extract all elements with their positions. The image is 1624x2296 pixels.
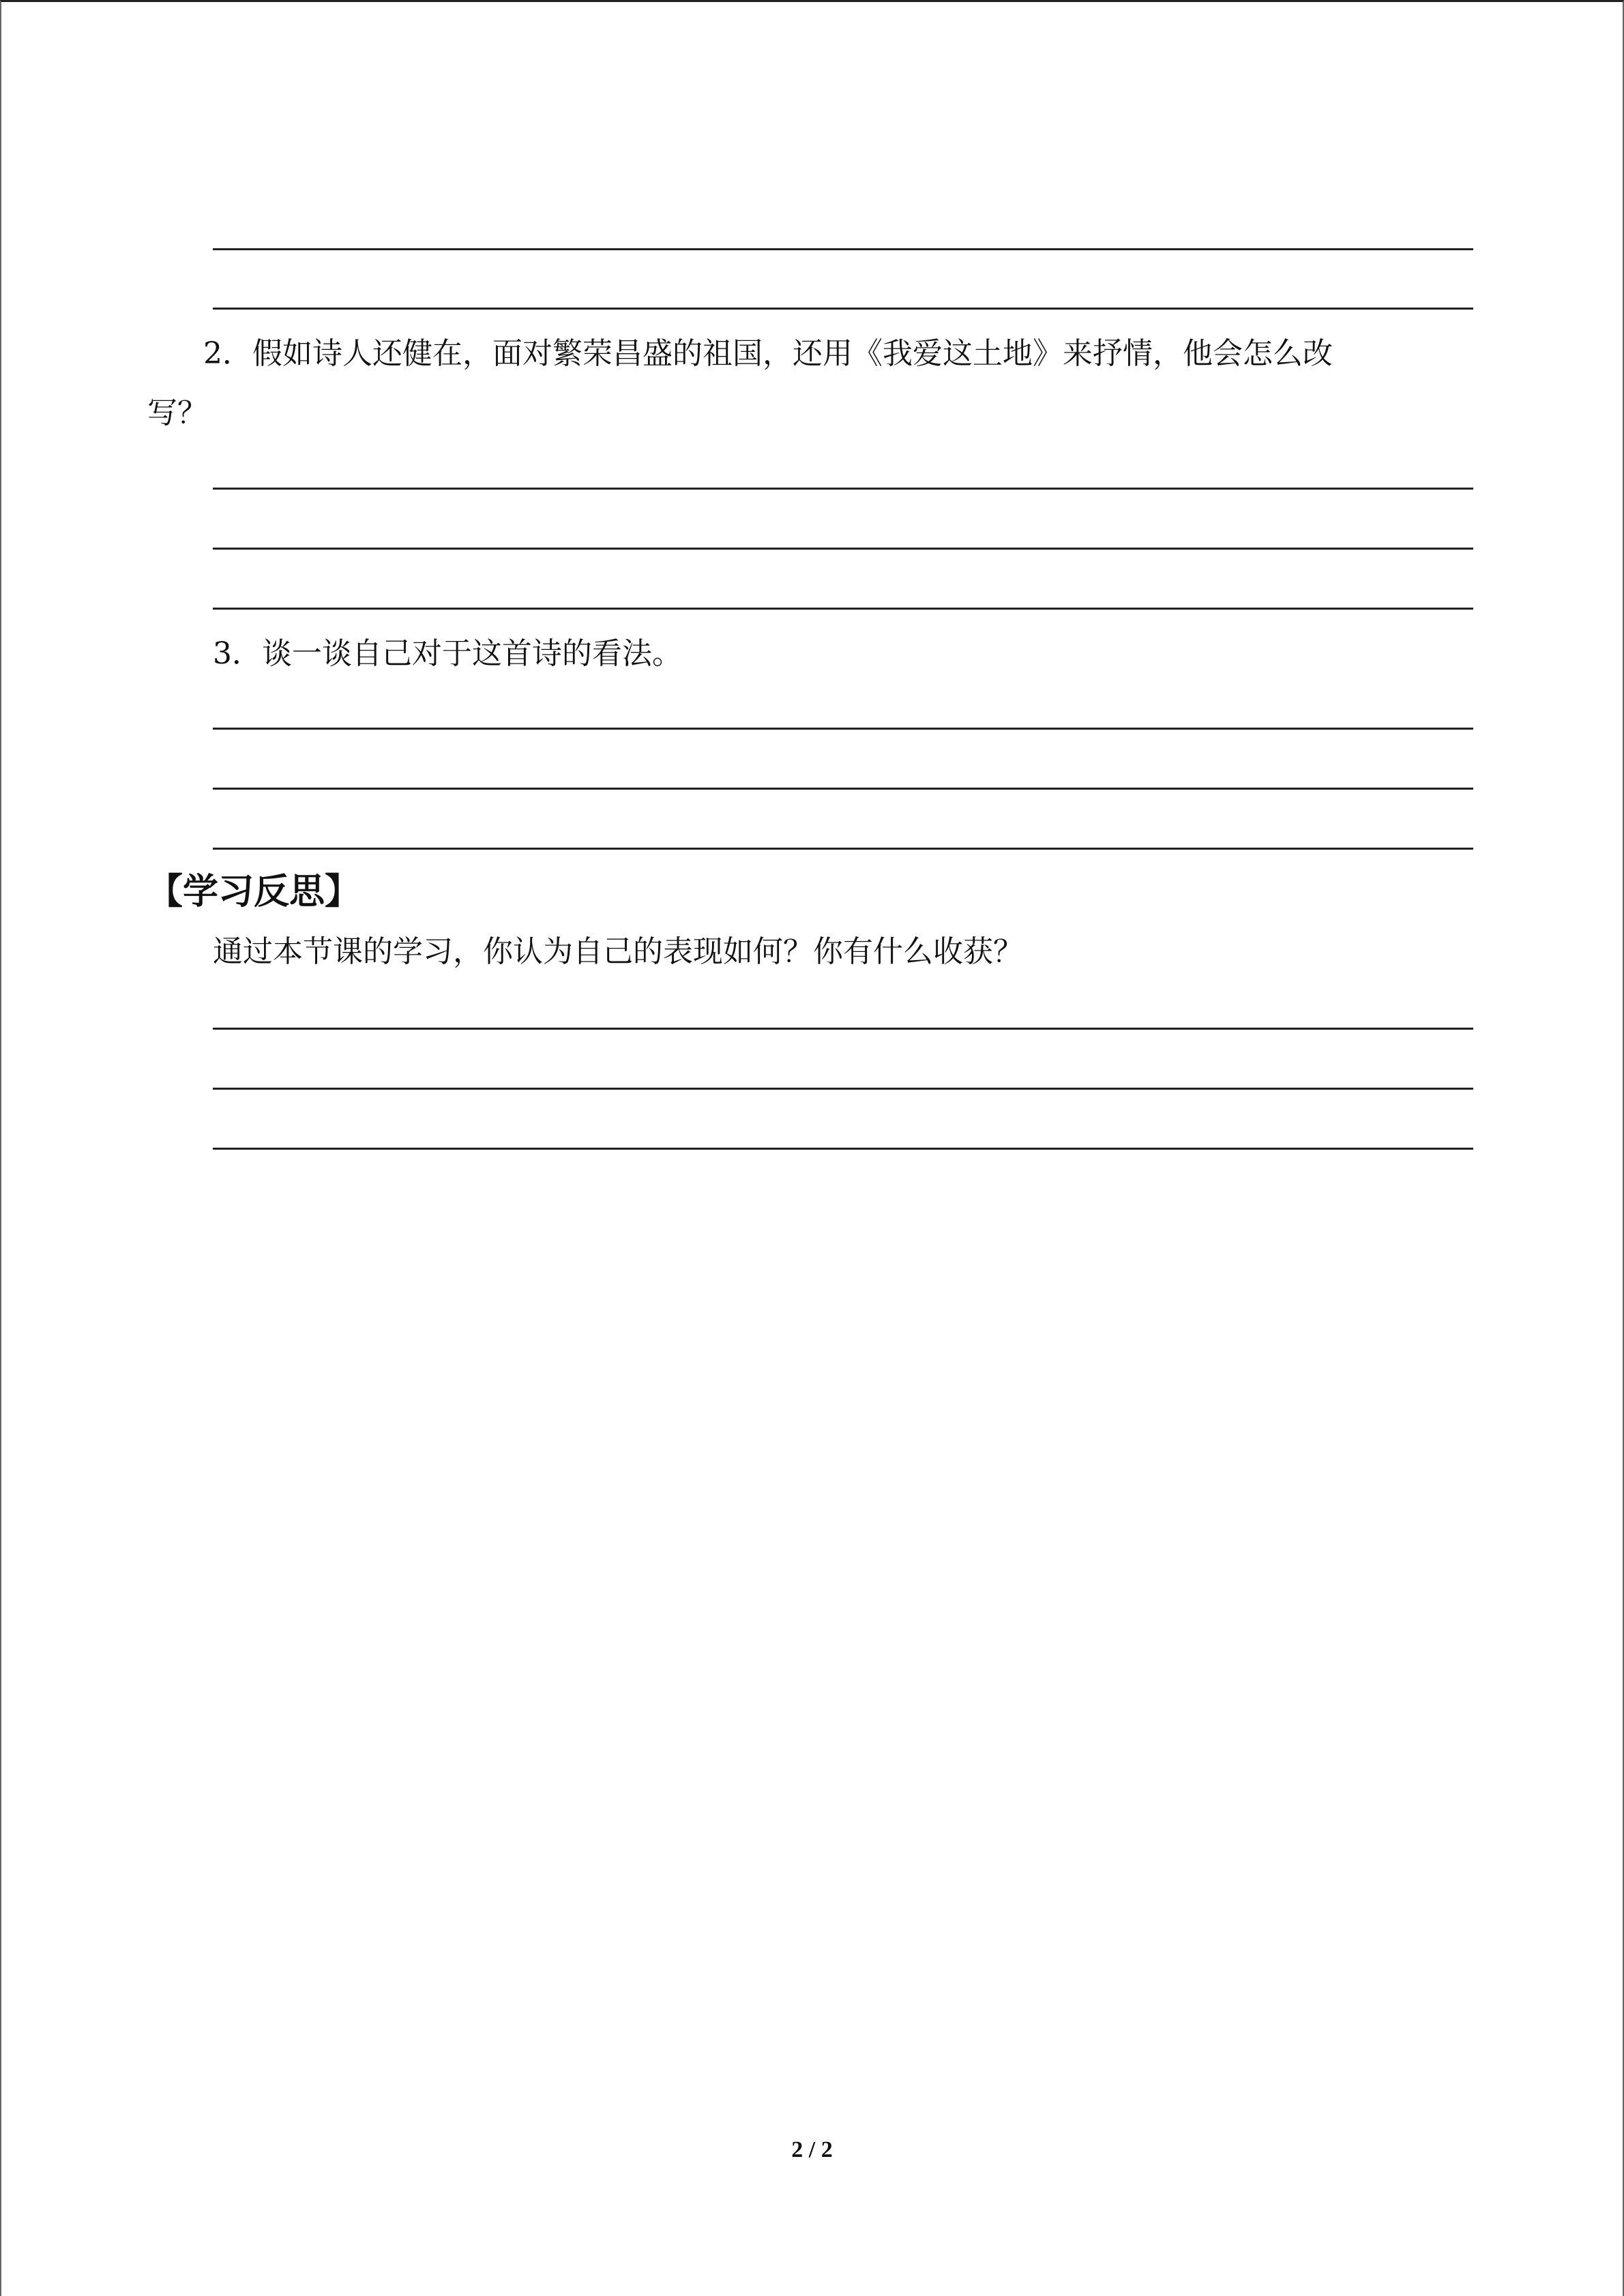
answer-line[interactable]	[213, 788, 1473, 790]
answer-line[interactable]	[213, 248, 1473, 250]
answer-line[interactable]	[213, 548, 1473, 550]
answer-line[interactable]	[213, 1028, 1473, 1030]
answer-line[interactable]	[213, 308, 1473, 310]
answer-line[interactable]	[213, 1088, 1473, 1090]
question-2-line-2: 写？	[147, 396, 207, 430]
answer-line[interactable]	[213, 608, 1473, 610]
reflection-heading: 【学习反思】	[147, 871, 361, 912]
answer-line[interactable]	[213, 488, 1473, 490]
question-2-line-1: 2．假如诗人还健在，面对繁荣昌盛的祖国，还用《我爱这土地》来抒情，他会怎么改	[203, 336, 1333, 371]
answer-line[interactable]	[213, 848, 1473, 850]
question-3-line-1: 3．谈一谈自己对于这首诗的看法。	[213, 636, 682, 671]
answer-line[interactable]	[213, 1148, 1473, 1150]
page-number: 2 / 2	[791, 2137, 833, 2162]
reflection-prompt: 通过本节课的学习，你认为自己的表现如何？你有什么收获？	[213, 934, 1023, 969]
answer-line[interactable]	[213, 728, 1473, 730]
